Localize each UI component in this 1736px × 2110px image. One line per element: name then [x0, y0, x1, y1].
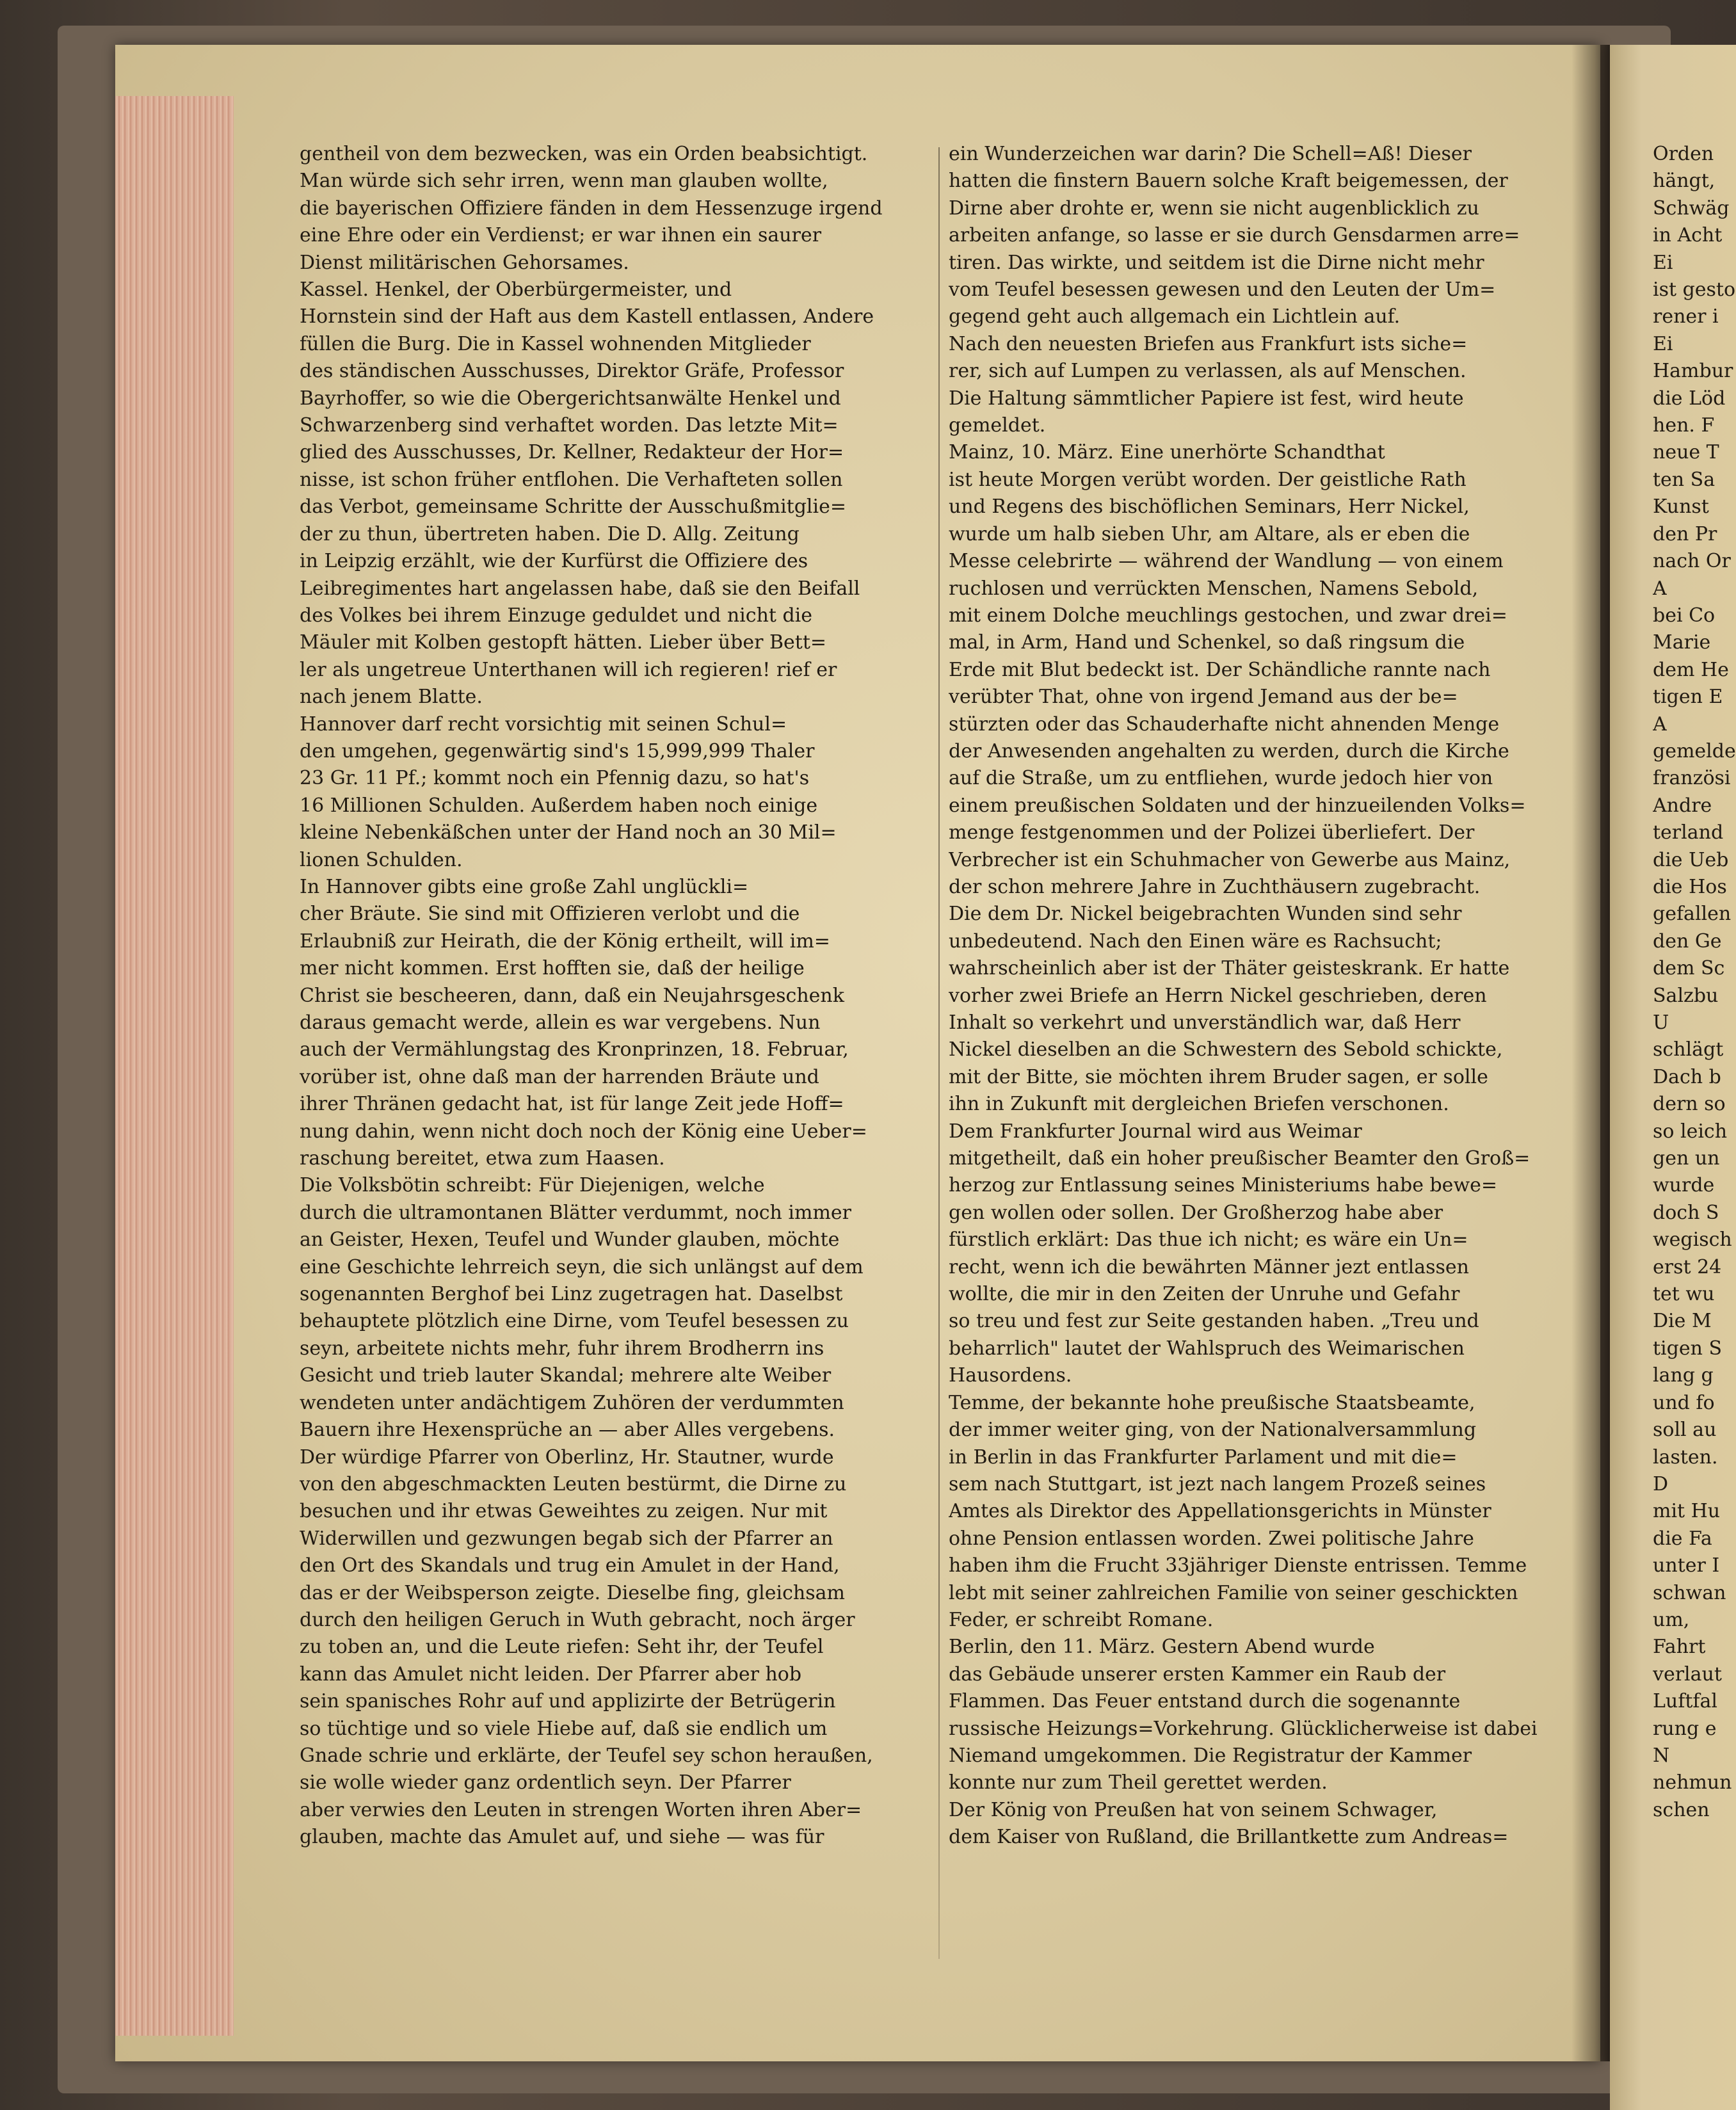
text-line: ist gesto: [1653, 278, 1736, 302]
text-line: französi: [1653, 767, 1731, 790]
text-line: Die M: [1653, 1310, 1712, 1333]
text-line: mit der Bitte, sie möchten ihrem Bruder sagen, er solle: [949, 1065, 1488, 1088]
text-line: nung dahin, wenn nicht doch noch der König eine Ueber=: [300, 1120, 867, 1143]
text-line: Luftfal: [1653, 1690, 1717, 1713]
text-line: hatten die finstern Bauern solche Kraft beigemessen, der: [949, 170, 1508, 193]
text-line: wollte, die mir in den Zeiten der Unruhe und Gefahr: [949, 1283, 1460, 1306]
text-line: Kassel. Henkel, der Oberbürgermeister, und: [300, 278, 732, 302]
page-edge-stack: [115, 96, 234, 2036]
text-line: des ständischen Ausschusses, Direktor Gräfe, Professor: [300, 360, 844, 383]
text-line: nach Or: [1653, 550, 1731, 573]
text-line: Schwarzenberg sind verhaftet worden. Das letzte Mit=: [300, 414, 839, 437]
text-line: Hausordens.: [949, 1364, 1072, 1387]
text-line: zu toben an, und die Leute riefen: Seht ihr, der Teufel: [300, 1636, 824, 1659]
text-line: recht, wenn ich die bewährten Männer jezt entlassen: [949, 1255, 1469, 1278]
text-line: das Verbot, gemeinsame Schritte der Ausschußmitglie=: [300, 495, 847, 519]
text-line: kann das Amulet nicht leiden. Der Pfarrer aber hob: [300, 1663, 802, 1686]
text-line: D: [1653, 1472, 1669, 1495]
text-line: Kunst: [1653, 495, 1709, 519]
text-line: Niemand umgekommen. Die Registratur der Kammer: [949, 1744, 1472, 1767]
text-line: A: [1653, 713, 1667, 736]
text-line: Orden: [1653, 143, 1714, 165]
text-line: beharrlich" lautet der Wahlspruch des Weimarischen: [949, 1337, 1465, 1360]
text-line: tigen E: [1653, 686, 1723, 709]
text-line: Bauern ihre Hexensprüche an — aber Alles vergebens.: [300, 1419, 835, 1442]
text-line: auf die Straße, um zu entfliehen, wurde jedoch hier von: [949, 767, 1493, 790]
text-line: den Pr: [1653, 522, 1717, 545]
text-line: ruchlosen und verrückten Menschen, Namens Sebold,: [949, 577, 1479, 600]
text-line: an Geister, Hexen, Teufel und Wunder glauben, möchte: [300, 1228, 840, 1252]
left-text-column: [300, 141, 935, 1851]
text-line: N: [1653, 1744, 1670, 1767]
text-line: durch die ultramontanen Blätter verdummt, noch immer: [300, 1201, 852, 1224]
text-line: gefallen: [1653, 903, 1732, 926]
text-line: Feder, er schreibt Romane.: [949, 1608, 1214, 1631]
text-line: arbeiten anfange, so lasse er sie durch Gensdarmen arre=: [949, 224, 1520, 247]
text-line: wegisch: [1653, 1228, 1732, 1252]
middle-text-column: [949, 141, 1576, 1851]
text-line: soll au: [1653, 1419, 1717, 1442]
text-line: Temme, der bekannte hohe preußische Staatsbeamte,: [949, 1391, 1475, 1414]
text-line: mitgetheilt, daß ein hoher preußischer Beamter den Groß=: [949, 1147, 1531, 1170]
text-line: nach jenem Blatte.: [300, 686, 483, 709]
text-line: konnte nur zum Theil gerettet werden.: [949, 1771, 1328, 1794]
text-line: hen. F: [1653, 414, 1715, 437]
text-line: dem Sc: [1653, 957, 1725, 980]
text-line: schen: [1653, 1798, 1710, 1821]
text-line: Erde mit Blut bedeckt ist. Der Schändliche rannte nach: [949, 658, 1491, 681]
text-line: nisse, ist schon früher entflohen. Die Verhafteten sollen: [300, 468, 843, 491]
text-line: Flammen. Das Feuer entstand durch die sogenannte: [949, 1690, 1461, 1713]
text-line: gegend geht auch allgemach ein Lichtlein auf.: [949, 305, 1401, 328]
text-line: sein spanisches Rohr auf und applizirte der Betrügerin: [300, 1690, 836, 1713]
text-line: unter I: [1653, 1554, 1720, 1577]
text-line: neue T: [1653, 441, 1719, 464]
text-line: verlaut: [1653, 1663, 1722, 1686]
text-line: Salzbu: [1653, 984, 1719, 1007]
text-line: Dienst militärischen Gehorsames.: [300, 251, 629, 274]
gutter-shadow: [1571, 45, 1610, 2061]
text-line: doch S: [1653, 1201, 1719, 1224]
text-line: mer nicht kommen. Erst hofften sie, daß der heilige: [300, 957, 805, 980]
text-line: der immer weiter ging, von der Nationalversammlung: [949, 1419, 1477, 1442]
text-line: verübter That, ohne von irgend Jemand aus der be=: [949, 686, 1458, 709]
text-line: schlägt: [1653, 1038, 1724, 1061]
text-line: vorüber ist, ohne daß man der harrenden Bräute und: [300, 1065, 819, 1088]
text-line: gemelde: [1653, 739, 1736, 762]
text-line: der schon mehrere Jahre in Zuchthäusern zugebracht.: [949, 875, 1481, 898]
text-line: in Acht: [1653, 224, 1723, 247]
text-line: erst 24: [1653, 1255, 1722, 1278]
text-line: ihn in Zukunft mit dergleichen Briefen verschonen.: [949, 1093, 1449, 1116]
text-line: 16 Millionen Schulden. Außerdem haben noch einige: [300, 794, 818, 817]
text-line: Die dem Dr. Nickel beigebrachten Wunden sind sehr: [949, 903, 1462, 926]
text-line: durch den heiligen Geruch in Wuth gebracht, noch ärger: [300, 1608, 855, 1631]
text-line: ler als ungetreue Unterthanen will ich regieren! rief er: [300, 658, 837, 681]
text-line: Christ sie bescheeren, dann, daß ein Neujahrsgeschenk: [300, 984, 844, 1007]
text-line: die Löd: [1653, 387, 1726, 410]
text-line: lebt mit seiner zahlreichen Familie von seiner geschickten: [949, 1581, 1518, 1604]
text-line: Andre: [1653, 794, 1712, 817]
text-line: Berlin, den 11. März. Gestern Abend wurde: [949, 1636, 1375, 1659]
text-line: eine Ehre oder ein Verdienst; er war ihnen ein saurer: [300, 224, 822, 247]
text-line: Erlaubniß zur Heirath, die der König ertheilt, will im=: [300, 930, 830, 953]
text-line: Man würde sich sehr irren, wenn man glauben wollte,: [300, 170, 828, 193]
text-line: sogenannten Berghof bei Linz zugetragen hat. Daselbst: [300, 1283, 843, 1306]
text-line: Leibregimentes hart angelassen habe, daß sie den Beifall: [300, 577, 860, 600]
text-line: sem nach Stuttgart, ist jezt nach langem Prozeß seines: [949, 1472, 1486, 1495]
text-line: tet wu: [1653, 1283, 1715, 1306]
text-line: wahrscheinlich aber ist der Thäter geisteskrank. Er hatte: [949, 957, 1510, 980]
text-line: Gnade schrie und erklärte, der Teufel sey schon heraußen,: [300, 1744, 873, 1767]
text-line: gen un: [1653, 1147, 1720, 1170]
text-line: Der würdige Pfarrer von Oberlinz, Hr. Stautner, wurde: [300, 1446, 834, 1469]
text-line: bei Co: [1653, 604, 1716, 627]
text-line: wurde um halb sieben Uhr, am Altare, als er eben die: [949, 522, 1470, 545]
text-line: daraus gemacht werde, allein es war vergebens. Nun: [300, 1011, 821, 1034]
text-line: von den abgeschmackten Leuten bestürmt, die Dirne zu: [300, 1472, 847, 1495]
column-divider-rule: [938, 147, 940, 1959]
text-line: der zu thun, übertreten haben. Die D. Allg. Zeitung: [300, 522, 800, 545]
text-line: um,: [1653, 1608, 1690, 1631]
text-line: mit Hu: [1653, 1500, 1721, 1523]
text-line: wendeten unter andächtigem Zuhören der verdummten: [300, 1391, 844, 1414]
text-line: In Hannover gibts eine große Zahl unglückli=: [300, 875, 749, 898]
text-line: gentheil von dem bezwecken, was ein Orden beabsichtigt.: [300, 143, 868, 165]
text-line: auch der Vermählungstag des Kronprinzen, 18. Februar,: [300, 1038, 849, 1061]
text-line: die Hos: [1653, 875, 1727, 898]
text-line: seyn, arbeitete nichts mehr, fuhr ihrem Brodherrn ins: [300, 1337, 824, 1360]
text-line: Messe celebrirte — während der Wandlung — von einem: [949, 550, 1504, 573]
text-line: und fo: [1653, 1391, 1715, 1414]
text-line: fürstlich erklärt: Das thue ich nicht; es wäre ein Un=: [949, 1228, 1468, 1252]
text-line: vorher zwei Briefe an Herrn Nickel geschrieben, deren: [949, 984, 1487, 1007]
text-line: Schwäg: [1653, 197, 1730, 220]
text-line: herzog zur Entlassung seines Ministeriums habe bewe=: [949, 1174, 1498, 1197]
text-line: das er der Weibsperson zeigte. Dieselbe fing, gleichsam: [300, 1581, 845, 1604]
text-line: und Regens des bischöflichen Seminars, Herr Nickel,: [949, 495, 1470, 519]
text-line: ihrer Thränen gedacht hat, ist für lange Zeit jede Hoff=: [300, 1093, 844, 1116]
text-line: rer, sich auf Lumpen zu verlassen, als auf Menschen.: [949, 360, 1467, 383]
text-line: tiren. Das wirkte, und seitdem ist die Dirne nicht mehr: [949, 251, 1484, 274]
text-line: raschung bereitet, etwa zum Haasen.: [300, 1147, 665, 1170]
text-line: Die Haltung sämmtlicher Papiere ist fest, wird heute: [949, 387, 1464, 410]
text-line: eine Geschichte lehrreich seyn, die sich unlängst auf dem: [300, 1255, 864, 1278]
text-line: in Leipzig erzählt, wie der Kurfürst die Offiziere des: [300, 550, 808, 573]
text-line: ohne Pension entlassen worden. Zwei politische Jahre: [949, 1527, 1474, 1550]
text-line: nehmun: [1653, 1771, 1732, 1794]
text-line: unbedeutend. Nach den Einen wäre es Rachsucht;: [949, 930, 1442, 953]
text-line: Inhalt so verkehrt und unverständlich war, daß Herr: [949, 1011, 1461, 1034]
text-line: hängt,: [1653, 170, 1716, 193]
text-line: behauptete plötzlich eine Dirne, vom Teufel besessen zu: [300, 1310, 849, 1333]
text-line: Verbrecher ist ein Schuhmacher von Gewerbe aus Mainz,: [949, 848, 1511, 871]
text-line: Gesicht und trieb lauter Skandal; mehrere alte Weiber: [300, 1364, 832, 1387]
text-line: vom Teufel besessen gewesen und den Leuten der Um=: [949, 278, 1496, 302]
text-line: Dirne aber drohte er, wenn sie nicht augenblicklich zu: [949, 197, 1479, 220]
text-line: mal, in Arm, Hand und Schenkel, so daß ringsum die: [949, 631, 1465, 654]
text-line: menge festgenommen und der Polizei überliefert. Der: [949, 821, 1475, 844]
text-line: Dach b: [1653, 1065, 1721, 1088]
text-line: gen wollen oder sollen. Der Großherzog habe aber: [949, 1201, 1443, 1224]
text-line: dem Kaiser von Rußland, die Brillantkette zum Andreas=: [949, 1826, 1509, 1849]
text-line: Hannover darf recht vorsichtig mit seinen Schul=: [300, 713, 787, 736]
text-line: Die Volksbötin schreibt: Für Diejenigen, welche: [300, 1174, 765, 1197]
text-line: Ei: [1653, 251, 1673, 274]
text-line: glauben, machte das Amulet auf, und siehe — was für: [300, 1826, 824, 1849]
text-line: so treu und fest zur Seite gestanden haben. „Treu und: [949, 1310, 1479, 1333]
text-line: mit einem Dolche meuchlings gestochen, und zwar drei=: [949, 604, 1507, 627]
text-line: 23 Gr. 11 Pf.; kommt noch ein Pfennig dazu, so hat's: [300, 767, 810, 790]
text-line: einem preußischen Soldaten und der hinzueilenden Volks=: [949, 794, 1526, 817]
text-line: füllen die Burg. Die in Kassel wohnenden Mitglieder: [300, 332, 811, 355]
text-line: die bayerischen Offiziere fänden in dem Hessenzuge irgend: [300, 197, 883, 220]
facing-page-text-column: [1653, 141, 1736, 1824]
text-line: Bayrhoffer, so wie die Obergerichtsanwälte Henkel und: [300, 387, 841, 410]
text-line: den Ort des Skandals und trug ein Amulet in der Hand,: [300, 1554, 840, 1577]
text-line: Amtes als Direktor des Appellationsgerichts in Münster: [949, 1500, 1491, 1523]
text-line: lang g: [1653, 1364, 1714, 1387]
text-line: des Volkes bei ihrem Einzuge geduldet und nicht die: [300, 604, 813, 627]
text-line: tigen S: [1653, 1337, 1723, 1360]
text-line: lasten.: [1653, 1446, 1718, 1469]
text-line: den Ge: [1653, 930, 1722, 953]
text-line: den umgehen, gegenwärtig sind's 15,999,999 Thaler: [300, 739, 815, 762]
text-line: Fahrt: [1653, 1636, 1706, 1659]
text-line: A: [1653, 577, 1667, 600]
text-line: schwan: [1653, 1581, 1726, 1604]
text-line: das Gebäude unserer ersten Kammer ein Raub der: [949, 1663, 1446, 1686]
text-line: haben ihm die Frucht 33jähriger Dienste entrissen. Temme: [949, 1554, 1527, 1577]
text-line: Dem Frankfurter Journal wird aus Weimar: [949, 1120, 1362, 1143]
text-line: Nach den neuesten Briefen aus Frankfurt ists siche=: [949, 332, 1468, 355]
text-line: Mäuler mit Kolben gestopft hätten. Lieber über Bett=: [300, 631, 827, 654]
text-line: U: [1653, 1011, 1669, 1034]
text-line: lionen Schulden.: [300, 848, 463, 871]
text-line: gemeldet.: [949, 414, 1046, 437]
text-line: in Berlin in das Frankfurter Parlament und mit die=: [949, 1446, 1458, 1469]
text-line: rener i: [1653, 305, 1719, 328]
text-line: cher Bräute. Sie sind mit Offizieren verlobt und die: [300, 903, 800, 926]
text-line: Nickel dieselben an die Schwestern des Sebold schickte,: [949, 1038, 1503, 1061]
text-line: glied des Ausschusses, Dr. Kellner, Redakteur der Hor=: [300, 441, 844, 464]
text-line: aber verwies den Leuten in strengen Worten ihren Aber=: [300, 1798, 862, 1821]
text-line: Mainz, 10. März. Eine unerhörte Schandthat: [949, 441, 1385, 464]
text-line: Widerwillen und gezwungen begab sich der Pfarrer an: [300, 1527, 833, 1550]
text-line: russische Heizungs=Vorkehrung. Glücklicherweise ist dabei: [949, 1717, 1538, 1740]
text-line: dern so: [1653, 1093, 1726, 1116]
text-line: ist heute Morgen verübt worden. Der geistliche Rath: [949, 468, 1467, 491]
text-line: dem He: [1653, 658, 1729, 681]
text-line: so tüchtige und so viele Hiebe auf, daß sie endlich um: [300, 1717, 828, 1740]
text-line: Der König von Preußen hat von seinem Schwager,: [949, 1798, 1438, 1821]
text-line: rung e: [1653, 1717, 1717, 1740]
text-line: ten Sa: [1653, 468, 1716, 491]
text-line: besuchen und ihr etwas Geweihtes zu zeigen. Nur mit: [300, 1500, 828, 1523]
text-line: kleine Nebenkäßchen unter der Hand noch an 30 Mil=: [300, 821, 837, 844]
text-line: so leich: [1653, 1120, 1728, 1143]
text-line: Hornstein sind der Haft aus dem Kastell entlassen, Andere: [300, 305, 874, 328]
text-line: stürzten oder das Schauderhafte nicht ahnenden Menge: [949, 713, 1500, 736]
text-line: wurde: [1653, 1174, 1715, 1197]
text-line: die Fa: [1653, 1527, 1712, 1550]
text-line: ein Wunderzeichen war darin? Die Schell=Aß! Dieser: [949, 143, 1472, 165]
text-line: Ei: [1653, 332, 1673, 355]
text-line: der Anwesenden angehalten zu werden, durch die Kirche: [949, 739, 1509, 762]
text-line: sie wolle wieder ganz ordentlich seyn. Der Pfarrer: [300, 1771, 791, 1794]
text-line: terland: [1653, 821, 1724, 844]
text-line: die Ueb: [1653, 848, 1729, 871]
text-line: Hambur: [1653, 360, 1733, 383]
text-line: Marie: [1653, 631, 1711, 654]
